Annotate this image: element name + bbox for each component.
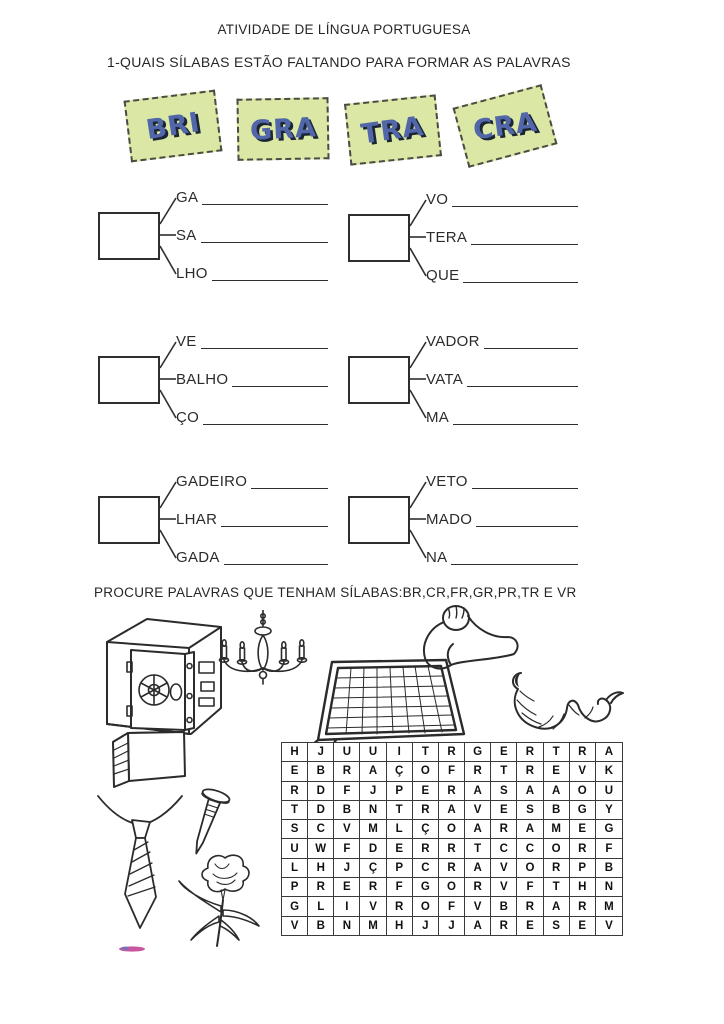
word-search-cell: J [308,743,334,762]
word-search-cell: T [387,801,413,820]
word-search-cell: E [544,762,570,781]
word-search-cell: O [517,859,543,878]
word-search-cell: R [465,762,491,781]
word-ending: LHAR [176,511,218,528]
word-search-cell: H [387,917,413,935]
word-search-cell: F [439,897,465,916]
write-line [484,348,578,349]
word-group-4 [348,332,598,444]
word-search-cell: E [387,839,413,858]
word-search-cell: I [334,897,360,916]
word-search-cell: F [334,839,360,858]
word-search-cell: U [334,743,360,762]
word-search-cell: B [491,897,517,916]
word-search-cell: O [439,820,465,839]
word-search-cell: S [491,782,517,801]
word-ending: VE [176,333,197,350]
word-ending: GADEIRO [176,473,248,490]
word-search-cell: E [334,878,360,897]
word-search-cell: U [360,743,386,762]
word-search-cell: E [517,917,543,935]
write-line [471,244,578,245]
word-search-cell: O [413,897,439,916]
word-search-cell: A [465,782,491,801]
word-search-cell: J [439,917,465,935]
word-search-cell: R [570,839,596,858]
word-search-grid [281,742,623,936]
word-search-cell: G [570,801,596,820]
word-search-cell: A [544,897,570,916]
worm-image [505,665,627,743]
word-search-cell: A [360,762,386,781]
write-line [221,526,328,527]
word-search-cell: V [570,762,596,781]
word-search-cell: F [439,762,465,781]
word-search-cell: F [387,878,413,897]
word-ending: MADO [426,511,473,528]
write-line [453,424,578,425]
word-search-cell: J [334,859,360,878]
word-search-cell: Ç [387,762,413,781]
word-search-cell: O [570,782,596,801]
word-search-cell: V [282,917,308,935]
word-search-cell: F [596,839,622,858]
syllable-answer-box [98,496,160,544]
word-search-cell: G [596,820,622,839]
word-search-cell: S [517,801,543,820]
write-line [224,564,328,565]
word-search-cell: K [596,762,622,781]
word-search-cell: R [439,743,465,762]
word-search-cell: A [596,743,622,762]
word-search-cell: A [544,782,570,801]
carnation-flower-image [173,848,265,948]
word-search-cell: P [387,859,413,878]
syllable-label: CRA [470,106,540,146]
syllable-tile-bri [124,90,223,163]
word-search-cell: D [308,782,334,801]
syllable-label: TRA [359,110,427,150]
word-search-cell: S [282,820,308,839]
word-search-cell: R [334,762,360,781]
word-group-2 [348,190,598,302]
write-line [201,348,328,349]
word-search-cell: B [308,762,334,781]
word-search-cell: B [596,859,622,878]
word-search-cell: A [517,820,543,839]
word-ending: SA [176,227,197,244]
word-search-cell: W [308,839,334,858]
word-group-5 [98,472,348,584]
word-search-cell: R [282,782,308,801]
word-search-cell: H [282,743,308,762]
word-search-cell: B [544,801,570,820]
word-search-cell: G [282,897,308,916]
word-ending: TERA [426,229,468,246]
word-search-cell: F [334,782,360,801]
word-search-cell: E [413,782,439,801]
word-search-cell: M [544,820,570,839]
word-ending: BALHO [176,371,229,388]
page-title: ATIVIDADE DE LÍNGUA PORTUGUESA [217,22,471,37]
word-ending: QUE [426,267,460,284]
word-ending: VADOR [426,333,480,350]
word-search-cell: C [517,839,543,858]
write-line [463,282,578,283]
write-line [251,488,328,489]
word-search-cell: Y [596,801,622,820]
syllable-tile-cra [453,84,558,168]
word-search-cell: V [465,801,491,820]
word-search-cell: I [387,743,413,762]
word-search-cell: G [413,878,439,897]
syllable-tile-gra [236,97,329,161]
word-search-cell: E [282,762,308,781]
word-search-cell: S [544,917,570,935]
word-search-cell: H [570,878,596,897]
word-search-cell: M [596,897,622,916]
word-search-cell: E [491,743,517,762]
word-search-cell: E [491,801,517,820]
word-search-cell: C [491,839,517,858]
word-search-cell: H [308,859,334,878]
word-search-cell: R [570,743,596,762]
word-ending: NA [426,549,448,566]
word-ending: GADA [176,549,220,566]
word-search-cell: J [360,782,386,801]
word-search-cell: R [491,917,517,935]
write-line [202,204,328,205]
word-search-cell: R [413,801,439,820]
word-search-cell: A [465,820,491,839]
write-line [472,488,578,489]
syllable-answer-box [348,496,410,544]
word-ending: MA [426,409,450,426]
word-group-6 [348,472,598,584]
word-search-cell: V [334,820,360,839]
word-search-cell: V [491,859,517,878]
word-search-cell: P [570,859,596,878]
word-search-cell: M [360,917,386,935]
word-search-cell: T [413,743,439,762]
word-search-cell: C [308,820,334,839]
cropped-image-fragment [117,944,147,953]
word-group-1 [98,188,348,300]
word-search-cell: R [517,743,543,762]
word-search-cell: U [596,782,622,801]
safe-image [93,608,233,740]
word-search-cell: E [570,820,596,839]
word-search-cell: L [308,897,334,916]
word-search-cell: N [596,878,622,897]
word-search-cell: M [360,820,386,839]
write-line [203,424,328,425]
word-search-cell: R [465,878,491,897]
word-search-cell: V [465,897,491,916]
word-search-cell: R [439,859,465,878]
word-search-cell: A [439,801,465,820]
question-1: 1-QUAIS SÍLABAS ESTÃO FALTANDO PARA FORMAR AS PALAVRAS [107,54,571,70]
book-image [101,724,189,788]
syllable-answer-box [98,356,160,404]
word-search-cell: E [570,917,596,935]
word-search-cell: R [544,859,570,878]
word-search-cell: V [491,878,517,897]
word-search-cell: G [465,743,491,762]
word-search-cell: A [465,859,491,878]
question-2: PROCURE PALAVRAS QUE TENHAM SÍLABAS:BR,CR,FR,GR,PR,TR E VR [94,585,577,600]
word-search-cell: R [517,762,543,781]
word-search-cell: R [413,839,439,858]
word-search-cell: J [413,917,439,935]
word-group-3 [98,332,348,444]
word-search-cell: P [282,878,308,897]
word-search-cell: C [413,859,439,878]
word-ending: VATA [426,371,464,388]
syllable-label: BRI [143,106,203,146]
word-search-cell: V [360,897,386,916]
word-search-cell: T [465,839,491,858]
syllable-tile-tra [344,94,442,165]
write-line [232,386,328,387]
write-line [467,386,578,387]
write-line [201,242,328,243]
word-search-cell: T [491,762,517,781]
word-search-cell: L [282,859,308,878]
write-line [476,526,578,527]
word-search-cell: O [544,839,570,858]
word-search-cell: R [491,820,517,839]
word-search-cell: V [605,919,613,932]
word-ending: ÇO [176,409,200,426]
word-search-cell: F [517,878,543,897]
write-line [452,206,578,207]
word-search-cell: P [387,782,413,801]
word-search-cell: R [360,878,386,897]
word-search-cell: T [544,743,570,762]
write-line [212,280,328,281]
word-search-cell: D [360,839,386,858]
word-search-cell: B [308,917,334,935]
word-search-cell: R [439,839,465,858]
word-search-cell: O [413,762,439,781]
syllable-answer-box [98,212,160,260]
word-search-cell: B [334,801,360,820]
word-search-cell: A [465,917,491,935]
word-search-cell: R [387,897,413,916]
syllable-answer-box [348,356,410,404]
word-ending: VETO [426,473,468,490]
word-search-cell: R [439,782,465,801]
word-search-cell: T [282,801,308,820]
word-search-cell: U [282,839,308,858]
word-search-cell: N [334,917,360,935]
word-search-cell: R [570,897,596,916]
word-search-cell: T [544,878,570,897]
word-search-cell: A [517,782,543,801]
word-ending: GA [176,189,199,206]
word-search-cell: L [387,820,413,839]
word-search-cell: D [308,801,334,820]
syllable-label: GRA [248,111,318,147]
word-search-cell: R [517,897,543,916]
word-search-cell: Ç [413,820,439,839]
word-search-cell: Ç [360,859,386,878]
syllable-answer-box [348,214,410,262]
word-search-cell: R [308,878,334,897]
write-line [451,564,578,565]
word-search-cell: N [360,801,386,820]
word-search-cell: O [439,878,465,897]
word-ending: LHO [176,265,208,282]
word-ending: VO [426,191,449,208]
